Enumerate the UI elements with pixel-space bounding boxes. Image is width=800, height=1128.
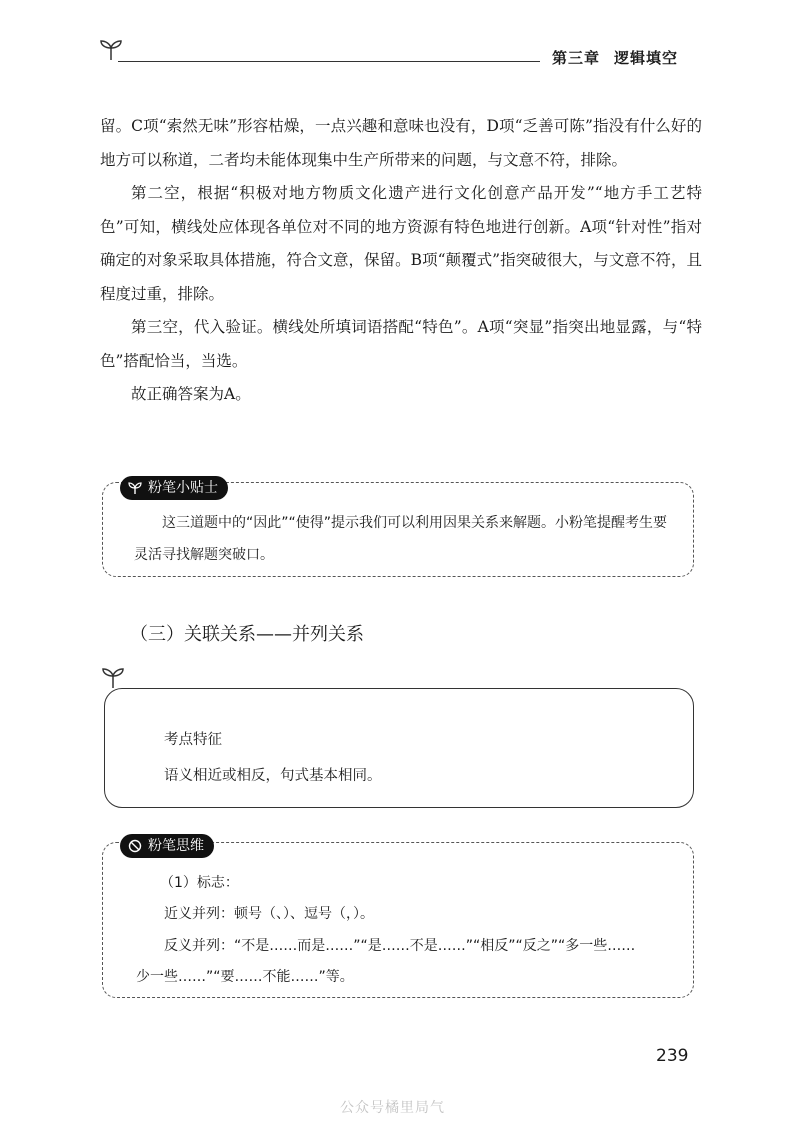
thinking-badge-label: 粉笔思维 — [148, 838, 204, 854]
tip-badge — [120, 476, 228, 500]
paragraph: 留。C项“索然无味”形容枯燥，一点兴趣和意味也没有，D项“乏善可陈”指没有什么好的地方可以称道，二者均未能体现集中生产所带来的问题，与文意不符，排除。 — [100, 117, 702, 169]
sprout-icon — [98, 36, 124, 62]
explanation-text — [100, 110, 702, 412]
marker-heading: （1）标志： — [160, 875, 239, 891]
chapter-number: 第三章 — [552, 49, 601, 67]
no-sign-icon — [128, 839, 142, 853]
antonym-parallel-continued: 少一些……”“要……不能……”等。 — [136, 969, 354, 985]
feature-title: 考点特征 — [164, 732, 222, 748]
synonym-parallel: 近义并列：顿号（、）、逗号（，）。 — [164, 906, 374, 922]
sprout-icon — [128, 481, 142, 495]
feature-body: 语义相近或相反，句式基本相同。 — [164, 768, 382, 784]
paragraph: 故正确答案为A。 — [131, 385, 251, 403]
thinking-badge — [120, 834, 214, 858]
watermark: 公众号橘里局气 — [340, 1100, 445, 1116]
paragraph: 第三空，代入验证。横线处所填词语搭配“特色”。A项“突显”指突出地显露，与“特色”搭配恰当，当选。 — [100, 318, 702, 370]
chapter-title: 逻辑填空 — [614, 49, 679, 67]
tip-badge-label: 粉笔小贴士 — [148, 480, 218, 496]
tip-paragraph: 这三道题中的“因此”“使得”提示我们可以利用因果关系来解题。小粉笔提醒考生要灵活寻找解题突破口。 — [134, 515, 668, 563]
header-rule — [118, 61, 540, 62]
page-number: 239 — [656, 1046, 689, 1066]
chapter-heading — [552, 47, 678, 68]
sprout-icon — [100, 664, 126, 690]
tip-text — [134, 507, 674, 571]
antonym-parallel: 反义并列：“不是……而是……”“是……不是……”“相反”“反之”“多一些…… — [164, 938, 636, 954]
section-title: （三）关联关系——并列关系 — [130, 624, 364, 645]
paragraph: 第二空，根据“积极对地方物质文化遗产进行文化创意产品开发”“地方手工艺特色”可知，横线处应体现各单位对不同的地方资源有特色地进行创新。A项“针对性”指对确定的对象采取具体措施，符合文意，保留。B项“颠覆式”指突破很大，与文意不符，且程度过重，排除。 — [100, 184, 702, 303]
